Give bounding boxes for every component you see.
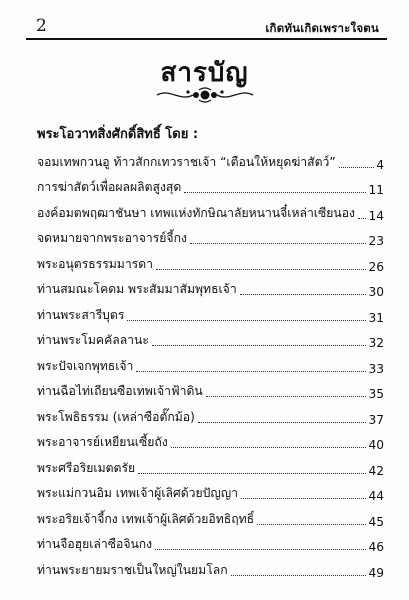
header-rule [26, 38, 387, 40]
toc-entry-title: พระศรีอริยเมตตรัย [37, 460, 136, 475]
toc-entry-title: จอมเทพกวนอู ท้าวสักกเทวราชเจ้า “เตือนให้หยุดฆ่าสัตว์” [37, 154, 336, 169]
toc-entry[interactable] [37, 223, 384, 249]
toc-entry-title: ท่านพระยายมราชเป็นใหญ่ในยมโลก [37, 562, 228, 577]
toc-entry-title: การฆ่าสัตว์เพื่อผลผลิตสูงสุด [37, 180, 182, 194]
dot-leader [136, 371, 366, 372]
toc-entry[interactable] [37, 478, 384, 504]
dot-leader [184, 192, 366, 193]
toc-entry[interactable] [37, 503, 384, 529]
floral-ornament-icon [155, 86, 255, 104]
running-head: เกิดทันเกิดเพราะใจตน [265, 21, 379, 35]
toc-entry-title: ท่านพระสารีบุตร [37, 307, 125, 322]
toc-entry-page: 26 [368, 259, 384, 274]
toc-entry-title: ท่านสมณะโคดม พระสัมมาสัมพุทธเจ้า [37, 282, 237, 296]
toc-entry-title: พระแม่กวนอิม เทพเจ้าผู้เลิศด้วยปัญญา [37, 486, 238, 500]
toc-entry-title: ท่านฉือไท่เถียนซือเทพเจ้าฟ้าดิน [37, 384, 203, 398]
toc-entry-page: 35 [368, 387, 384, 401]
toc-entry-page: 33 [368, 361, 384, 376]
toc-entry-page: 4 [376, 157, 384, 172]
toc-entry[interactable] [37, 427, 384, 453]
dot-leader [127, 320, 366, 321]
toc-entry-page: 37 [368, 412, 384, 427]
dot-leader [198, 422, 367, 423]
toc-entry-title: จดหมายจากพระอาจารย์จี้กง [37, 231, 187, 245]
toc-entry-page: 49 [368, 565, 384, 580]
dot-leader [257, 524, 366, 525]
toc-entry-title: องค์อมตพฤฒาชันษา เทพแห่งทักษิณาลัยหนานจี๋เหล่าเซียนอง [37, 205, 355, 220]
toc-entry-title: พระอริยเจ้าจี้กง เทพเจ้าผู้เลิศด้วยอิทธิฤทธิ์ [37, 511, 255, 526]
toc-entry[interactable] [37, 401, 384, 427]
toc-entry-page: 44 [368, 489, 384, 503]
page-title: สารบัญ [160, 58, 249, 88]
toc-entry-page: 31 [368, 310, 384, 325]
dot-leader [156, 269, 367, 270]
toc-entry-page: 23 [368, 234, 384, 248]
dot-leader [152, 345, 367, 346]
toc-entry-title: ท่านจือฮุยเล่าซือจินกง [37, 537, 153, 551]
toc-list [37, 146, 384, 580]
toc-entry-page: 30 [368, 285, 384, 299]
dot-leader [206, 396, 367, 397]
dot-leader [358, 218, 367, 219]
toc-entry-title: พระโพธิธรรม (เหล่าซือตั๊กม้อ) [37, 409, 195, 424]
dot-leader [240, 294, 367, 295]
toc-entry-page: 45 [368, 514, 384, 529]
dot-leader [241, 498, 367, 499]
toc-entry[interactable] [37, 274, 384, 300]
toc-entry[interactable] [37, 452, 384, 478]
toc-entry[interactable] [37, 197, 384, 223]
toc-entry[interactable] [37, 299, 384, 325]
toc-entry-page: 42 [368, 463, 384, 478]
toc-entry-title: พระอาจารย์เหยียนเซี้ยถัง [37, 435, 168, 449]
toc-entry-page: 32 [368, 336, 384, 350]
dot-leader [138, 473, 366, 474]
dot-leader [171, 447, 367, 448]
dot-leader [231, 575, 367, 576]
dot-leader [190, 243, 367, 244]
toc-entry[interactable] [37, 146, 384, 172]
toc-entry-page: 11 [368, 183, 384, 197]
page-number: 2 [36, 16, 47, 36]
toc-entry[interactable] [37, 325, 384, 351]
toc-entry-page: 40 [368, 438, 384, 452]
toc-entry[interactable] [37, 350, 384, 376]
toc-entry-title: ท่านพระโมคคัลลานะ [37, 333, 149, 347]
dot-leader [339, 167, 375, 168]
toc-entry[interactable] [37, 529, 384, 555]
dot-leader [155, 549, 366, 550]
toc-entry[interactable] [37, 172, 384, 198]
toc-entry-page: 46 [368, 540, 384, 554]
toc-entry[interactable] [37, 376, 384, 402]
intro-heading: พระโอวาทสิ่งศักดิ์สิทธิ์ โดย : [37, 127, 199, 142]
toc-entry[interactable] [37, 248, 384, 274]
toc-entry-page: 14 [368, 208, 384, 223]
toc-entry-title: พระอนุตรธรรมมารดา [37, 256, 153, 271]
toc-entry-title: พระปัจเจกพุทธเจ้า [37, 358, 134, 373]
toc-entry[interactable] [37, 554, 384, 580]
